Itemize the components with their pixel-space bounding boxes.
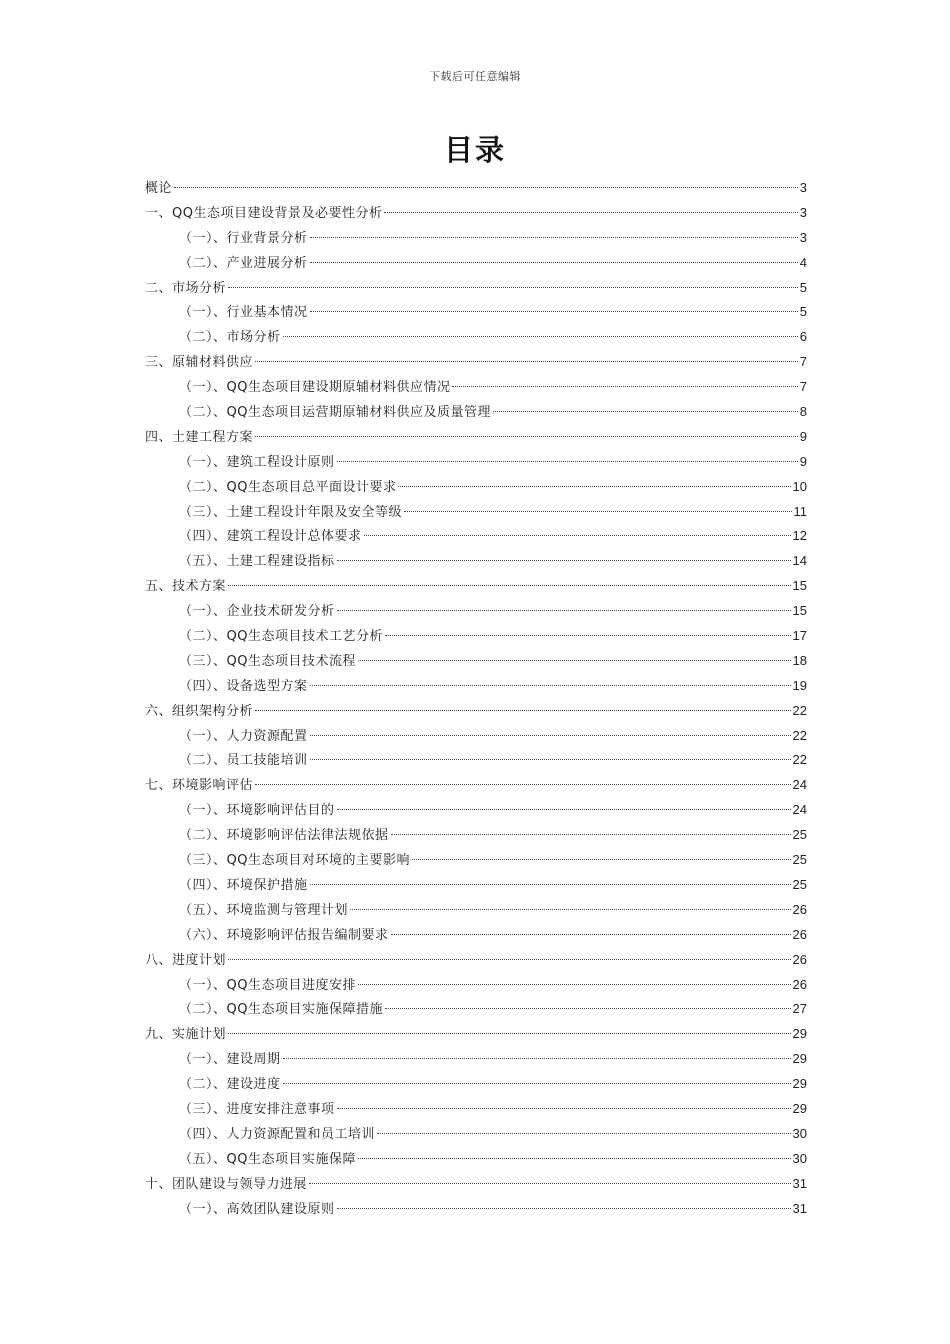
toc-entry-label: 四、土建工程方案 xyxy=(145,429,254,445)
toc-entry[interactable] xyxy=(145,624,807,649)
toc-dot-leader xyxy=(404,511,791,512)
toc-dot-leader xyxy=(398,486,790,487)
toc-entry-label: 九、实施计划 xyxy=(145,1027,227,1043)
toc-entry[interactable] xyxy=(145,649,807,674)
toc-entry-page-number: 7 xyxy=(799,379,807,395)
toc-entry-label: 七、环境影响评估 xyxy=(145,778,254,794)
toc-dot-leader xyxy=(364,535,791,536)
toc-entry[interactable] xyxy=(145,325,807,350)
toc-entry-page-number: 22 xyxy=(792,702,807,718)
header-note: 下载后可任意编辑 xyxy=(429,70,521,83)
toc-entry-label: （三）、QQ生态项目对环境的主要影响 xyxy=(179,853,410,869)
toc-entry[interactable] xyxy=(145,798,807,823)
toc-entry-label: （二）、环境影响评估法律法规依据 xyxy=(179,828,389,844)
toc-entry-label: （二）、建设进度 xyxy=(179,1077,281,1093)
toc-entry[interactable] xyxy=(145,425,807,450)
toc-dot-leader xyxy=(283,1058,791,1059)
toc-entry-page-number: 5 xyxy=(799,279,807,295)
toc-entry[interactable] xyxy=(145,724,807,749)
toc-entry-label: （四）、人力资源配置和员工培训 xyxy=(179,1126,376,1142)
toc-entry[interactable] xyxy=(145,549,807,574)
toc-entry[interactable] xyxy=(145,699,807,724)
toc-entry-page-number: 5 xyxy=(799,304,807,320)
toc-entry-label: （五）、QQ生态项目实施保障 xyxy=(179,1151,356,1167)
toc-entry-label: 概论 xyxy=(145,181,173,196)
toc-entry-label: （一）、QQ生态项目进度安排 xyxy=(179,977,356,993)
toc-entry[interactable] xyxy=(145,973,807,998)
toc-entry[interactable] xyxy=(145,674,807,699)
toc-dot-leader xyxy=(350,909,791,910)
toc-entry-page-number: 3 xyxy=(799,180,807,195)
toc-entry[interactable] xyxy=(145,226,807,251)
toc-entry[interactable] xyxy=(145,400,807,425)
toc-entry-label: （四）、建筑工程设计总体要求 xyxy=(179,529,362,545)
toc-dot-leader xyxy=(255,784,791,785)
toc-entry-page-number: 18 xyxy=(792,652,807,668)
toc-entry-page-number: 9 xyxy=(799,453,807,469)
toc-entry-page-number: 25 xyxy=(792,876,807,892)
toc-entry-page-number: 15 xyxy=(792,578,807,594)
toc-entry[interactable] xyxy=(145,898,807,923)
toc-dot-leader xyxy=(337,809,791,810)
toc-entry[interactable] xyxy=(145,574,807,599)
toc-entry-page-number: 31 xyxy=(792,1200,807,1216)
toc-entry-label: （一）、人力资源配置 xyxy=(179,728,308,744)
toc-entry[interactable] xyxy=(145,773,807,798)
toc-dot-leader xyxy=(412,859,791,860)
toc-entry[interactable] xyxy=(145,1147,807,1172)
toc-entry-page-number: 25 xyxy=(792,852,807,868)
toc-entry[interactable] xyxy=(145,500,807,525)
toc-entry-label: （二）、QQ生态项目实施保障措施 xyxy=(179,1002,383,1018)
toc-dot-leader xyxy=(310,685,791,686)
toc-entry-label: （一）、行业背景分析 xyxy=(179,230,308,246)
toc-dot-leader xyxy=(310,884,791,885)
toc-entry[interactable] xyxy=(145,823,807,848)
toc-entry-page-number: 3 xyxy=(799,204,807,220)
toc-dot-leader xyxy=(310,237,798,238)
toc-entry-page-number: 29 xyxy=(792,1100,807,1116)
toc-dot-leader xyxy=(385,635,791,636)
toc-entry-page-number: 26 xyxy=(792,976,807,992)
toc-entry-page-number: 4 xyxy=(799,254,807,270)
toc-entry-page-number: 26 xyxy=(792,951,807,967)
toc-entry[interactable] xyxy=(145,997,807,1022)
toc-entry[interactable] xyxy=(145,276,807,301)
toc-entry-label: （一）、QQ生态项目建设期原辅材料供应情况 xyxy=(179,380,451,396)
toc-entry-label: （一）、高效团队建设原则 xyxy=(179,1201,335,1217)
toc-dot-leader xyxy=(337,1108,791,1109)
toc-entry-label: （二）、市场分析 xyxy=(179,330,281,346)
toc-entry-page-number: 7 xyxy=(799,354,807,370)
toc-entry-page-number: 9 xyxy=(799,428,807,444)
toc-entry-page-number: 10 xyxy=(792,478,807,494)
toc-entry[interactable] xyxy=(145,176,807,201)
toc-entry-page-number: 19 xyxy=(792,677,807,693)
toc-dot-leader xyxy=(228,959,791,960)
toc-dot-leader xyxy=(283,1083,791,1084)
toc-entry-label: （四）、环境保护措施 xyxy=(179,877,308,893)
toc-entry-label: （三）、QQ生态项目技术流程 xyxy=(179,653,356,669)
toc-dot-leader xyxy=(337,461,798,462)
toc-entry-page-number: 15 xyxy=(792,603,807,619)
toc-entry[interactable] xyxy=(145,948,807,973)
toc-entry-label: （二）、QQ生态项目技术工艺分析 xyxy=(179,629,383,645)
toc-entry[interactable] xyxy=(145,251,807,276)
toc-entry-page-number: 25 xyxy=(792,827,807,843)
toc-dot-leader xyxy=(309,1183,791,1184)
toc-dot-leader xyxy=(310,262,798,263)
toc-dot-leader xyxy=(377,1133,791,1134)
toc-entry[interactable] xyxy=(145,1172,807,1197)
table-of-contents xyxy=(145,176,807,1221)
toc-entry[interactable] xyxy=(145,201,807,226)
toc-entry-label: （一）、企业技术研发分析 xyxy=(179,604,335,620)
toc-dot-leader xyxy=(452,386,797,387)
toc-entry-page-number: 24 xyxy=(792,802,807,818)
toc-entry-page-number: 29 xyxy=(792,1051,807,1067)
toc-entry-label: 二、市场分析 xyxy=(145,280,227,296)
toc-entry-page-number: 26 xyxy=(792,926,807,942)
toc-entry[interactable] xyxy=(145,524,807,549)
toc-entry-label: （二）、QQ生态项目运营期原辅材料供应及质量管理 xyxy=(179,405,491,421)
toc-entry[interactable] xyxy=(145,1072,807,1097)
toc-entry[interactable] xyxy=(145,375,807,400)
toc-dot-leader xyxy=(228,287,798,288)
toc-entry-label: 六、组织架构分析 xyxy=(145,703,254,719)
toc-dot-leader xyxy=(283,336,798,337)
toc-dot-leader xyxy=(391,834,791,835)
toc-dot-leader xyxy=(255,710,791,711)
toc-entry[interactable] xyxy=(145,450,807,475)
toc-entry-page-number: 11 xyxy=(793,503,807,519)
toc-dot-leader xyxy=(310,311,798,312)
toc-entry[interactable] xyxy=(145,1047,807,1072)
toc-entry-page-number: 22 xyxy=(792,752,807,768)
toc-entry[interactable] xyxy=(145,1122,807,1147)
toc-dot-leader xyxy=(358,1158,791,1159)
toc-entry-page-number: 24 xyxy=(792,777,807,793)
toc-entry-label: （一）、环境影响评估目的 xyxy=(179,803,335,819)
toc-dot-leader xyxy=(337,610,791,611)
toc-entry-page-number: 26 xyxy=(792,901,807,917)
toc-entry[interactable] xyxy=(145,873,807,898)
toc-entry-page-number: 31 xyxy=(792,1175,807,1191)
toc-entry-page-number: 30 xyxy=(792,1150,807,1166)
toc-entry-label: （三）、进度安排注意事项 xyxy=(179,1101,335,1117)
toc-dot-leader xyxy=(391,934,791,935)
toc-dot-leader xyxy=(358,660,791,661)
toc-entry-label: （二）、产业进展分析 xyxy=(179,255,308,271)
toc-dot-leader xyxy=(228,1033,791,1034)
toc-dot-leader xyxy=(255,436,798,437)
toc-entry[interactable] xyxy=(145,748,807,773)
toc-entry-label: 五、技术方案 xyxy=(145,579,227,595)
page-title: 目录 xyxy=(443,133,506,167)
toc-entry[interactable] xyxy=(145,1022,807,1047)
toc-entry-label: （一）、建筑工程设计原则 xyxy=(179,454,335,470)
toc-entry-label: （六）、环境影响评估报告编制要求 xyxy=(179,927,389,943)
toc-entry[interactable] xyxy=(145,300,807,325)
toc-entry-page-number: 30 xyxy=(792,1125,807,1141)
toc-entry[interactable] xyxy=(145,599,807,624)
toc-entry-page-number: 6 xyxy=(799,329,807,345)
toc-entry-page-number: 14 xyxy=(792,553,807,569)
toc-dot-leader xyxy=(310,735,791,736)
toc-dot-leader xyxy=(384,212,797,213)
toc-dot-leader xyxy=(228,585,791,586)
toc-entry-label: 十、团队建设与领导力进展 xyxy=(145,1176,308,1192)
toc-entry-page-number: 8 xyxy=(799,404,807,420)
toc-entry-page-number: 17 xyxy=(792,628,807,644)
toc-entry-page-number: 12 xyxy=(792,528,807,544)
toc-entry-page-number: 27 xyxy=(792,1001,807,1017)
toc-dot-leader xyxy=(493,411,798,412)
toc-entry-label: （一）、行业基本情况 xyxy=(179,305,308,321)
toc-entry[interactable] xyxy=(145,1197,807,1222)
toc-entry[interactable] xyxy=(145,923,807,948)
toc-entry-label: 一、QQ生态项目建设背景及必要性分析 xyxy=(145,205,383,221)
toc-entry-page-number: 22 xyxy=(792,727,807,743)
toc-entry-label: （二）、员工技能培训 xyxy=(179,753,308,769)
toc-entry[interactable] xyxy=(145,1097,807,1122)
toc-entry-label: （三）、土建工程设计年限及安全等级 xyxy=(179,504,403,520)
toc-dot-leader xyxy=(337,1208,791,1209)
toc-entry-label: （四）、设备选型方案 xyxy=(179,678,308,694)
toc-entry-page-number: 29 xyxy=(792,1076,807,1092)
toc-dot-leader xyxy=(310,759,791,760)
toc-dot-leader xyxy=(174,187,798,188)
toc-entry-label: （一）、建设周期 xyxy=(179,1052,281,1068)
toc-entry-page-number: 29 xyxy=(792,1026,807,1042)
toc-dot-leader xyxy=(337,560,791,561)
toc-dot-leader xyxy=(255,361,798,362)
toc-entry-label: （五）、土建工程建设指标 xyxy=(179,554,335,570)
toc-entry-label: 八、进度计划 xyxy=(145,952,227,968)
toc-entry[interactable] xyxy=(145,475,807,500)
toc-entry[interactable] xyxy=(145,848,807,873)
toc-entry-label: （二）、QQ生态项目总平面设计要求 xyxy=(179,479,397,495)
toc-dot-leader xyxy=(385,1008,791,1009)
toc-entry-label: 三、原辅材料供应 xyxy=(145,355,254,371)
toc-dot-leader xyxy=(358,984,791,985)
toc-entry-label: （五）、环境监测与管理计划 xyxy=(179,902,349,918)
toc-entry[interactable] xyxy=(145,350,807,375)
toc-entry-page-number: 3 xyxy=(799,229,807,245)
